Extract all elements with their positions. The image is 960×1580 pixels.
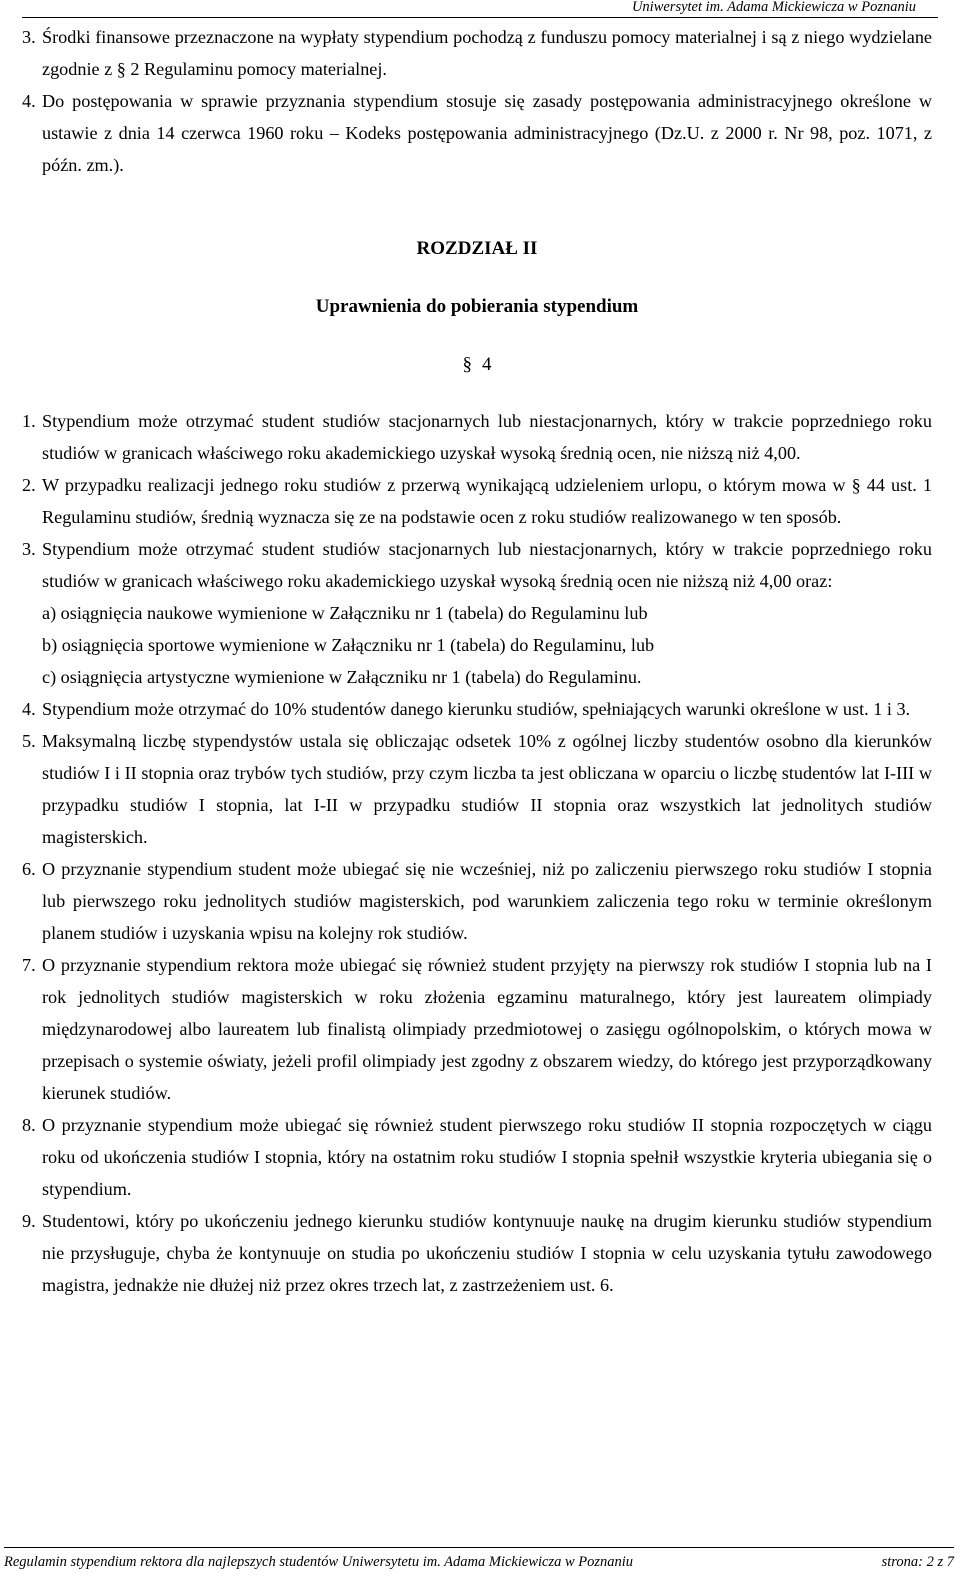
chapter-title: ROZDZIAŁ II (416, 238, 538, 259)
list-item-9 (22, 1205, 932, 1301)
footer-document-title: Regulamin stypendium rektora dla najlepszych studentów Uniwersytetu im. Adama Mickiewicza w Poznaniu (4, 1554, 634, 1570)
item-number: 7. (22, 955, 36, 975)
page-footer (4, 1547, 954, 1576)
item-number: 4. (22, 91, 36, 111)
paragraph-sign: § (462, 354, 472, 375)
item-text: Stypendium może otrzymać do 10% studentów danego kierunku studiów, spełniających warunki określone w ust. 1 i 3. (42, 699, 911, 719)
intro-item-3 (22, 21, 932, 85)
sub-item-c: c) osiągnięcia artystyczne wymienione w Załączniku nr 1 (tabela) do Regulaminu. (42, 667, 642, 687)
item-number: 8. (22, 1115, 36, 1135)
item-text: Studentowi, który po ukończeniu jednego kierunku studiów kontynuuje naukę na drugim kierunku studiów stypendium nie przysługuje, chyba że kontynuuje on studia po ukończeniu studiów I stopnia w celu uzyskania tytułu zawodowego magistra, jednakże nie dłużej niż przez okres trzech lat, z zastrzeżeniem ust. 6. (42, 1211, 932, 1295)
item-number: 3. (22, 539, 36, 559)
item-text: Stypendium może otrzymać student studiów stacjonarnych lub niestacjonarnych, który w trakcie poprzedniego roku studiów w granicach właściwego roku akademickiego uzyskał wysoką średnią ocen, nie niższą niż 4,00. (42, 411, 932, 463)
chapter-subtitle: Uprawnienia do pobierania stypendium (315, 296, 639, 317)
item-text: Maksymalną liczbę stypendystów ustala się obliczając odsetek 10% z ogólnej liczby studentów osobno dla kierunków studiów I i II stopnia oraz trybów tych studiów, przy czym liczba ta jest obliczana w oparciu o liczbę studentów lat I-III w przypadku studiów I stopnia, lat I-II w przypadku studiów II stopnia oraz wszystkich lat jednolitych studiów magisterskich. (42, 731, 932, 847)
item-text: O przyznanie stypendium rektora może ubiegać się również student przyjęty na pierwszy rok studiów I stopnia lub na I rok jednolitych studiów magisterskich w roku złożenia egzaminu maturalnego, który jest laureatem olimpiady międzynarodowej albo laureatem lub finalistą olimpiady przedmiotowej o zasięgu ogólnopolskim, o których mowa w przepisach o systemie oświaty, jeżeli profil olimpiady jest zgodny z obszarem wiedzy, do którego jest przyporządkowany kierunek studiów. (42, 955, 932, 1103)
item-text-block (42, 533, 932, 693)
item-number: 4. (22, 699, 36, 719)
item-number: 6. (22, 859, 36, 879)
sub-item-b: b) osiągnięcia sportowe wymienione w Załączniku nr 1 (tabela) do Regulaminu, lub (42, 635, 655, 655)
list-item-8 (22, 1109, 932, 1205)
item-text: Do postępowania w sprawie przyznania stypendium stosuje się zasady postępowania administracyjnego określone w ustawie z dnia 14 czerwca 1960 roku – Kodeks postępowania administracyjnego (Dz.U. z 2000 r. Nr 98, poz. 1071, z późn. zm.). (42, 91, 932, 175)
list-item-2 (22, 469, 932, 533)
list-item-1 (22, 405, 932, 469)
list-item-3 (22, 533, 932, 693)
item-text: Stypendium może otrzymać student studiów stacjonarnych lub niestacjonarnych, który w trakcie poprzedniego roku studiów w granicach właściwego roku akademickiego uzyskał wysoką średnią ocen nie niższą niż 4,00 oraz: (42, 539, 932, 591)
page-header (22, 0, 938, 18)
list-item-7 (22, 949, 932, 1109)
list-item-5 (22, 725, 932, 853)
item-text: O przyznanie stypendium student może ubiegać się nie wcześniej, niż po zaliczeniu pierwszego roku studiów I stopnia lub pierwszego roku jednolitych studiów magisterskich, pod warunkiem zaliczenia tego roku w terminie określonym planem studiów i uzyskania wpisu na kolejny rok studiów. (42, 859, 932, 943)
intro-item-4 (22, 85, 932, 181)
footer-page-number: strona: 2 z 7 (881, 1554, 954, 1570)
item-number: 1. (22, 411, 36, 431)
paragraph-heading (22, 349, 932, 381)
item-text: Środki finansowe przeznaczone na wypłaty stypendium pochodzą z funduszu pomocy materialnej i są z niego wydzielane zgodnie z § 2 Regulaminu pomocy materialnej. (42, 27, 932, 79)
header-university: Uniwersytet im. Adama Mickiewicza w Poznaniu (631, 0, 916, 15)
item-text: O przyznanie stypendium może ubiegać się również student pierwszego roku studiów II stopnia rozpoczętych w ciągu roku od ukończenia studiów I stopnia, który na ostatnim roku studiów I stopnia spełnił wszystkie kryteria ubiegania się o stypendium. (42, 1115, 932, 1199)
item-number: 5. (22, 731, 36, 751)
item-number: 2. (22, 475, 36, 495)
paragraph-number: 4 (482, 354, 492, 375)
list-item-6 (22, 853, 932, 949)
sub-item-a: a) osiągnięcia naukowe wymienione w Załączniku nr 1 (tabela) do Regulaminu lub (42, 603, 648, 623)
list-item-4 (22, 693, 932, 725)
item-number: 3. (22, 27, 36, 47)
document-content (22, 21, 932, 1301)
item-text: W przypadku realizacji jednego roku studiów z przerwą wynikającą udzieleniem urlopu, o którym mowa w § 44 ust. 1 Regulaminu studiów, średnią wyznacza się ze na podstawie ocen z roku studiów realizowanego w ten sposób. (42, 475, 932, 527)
item-number: 9. (22, 1211, 36, 1231)
